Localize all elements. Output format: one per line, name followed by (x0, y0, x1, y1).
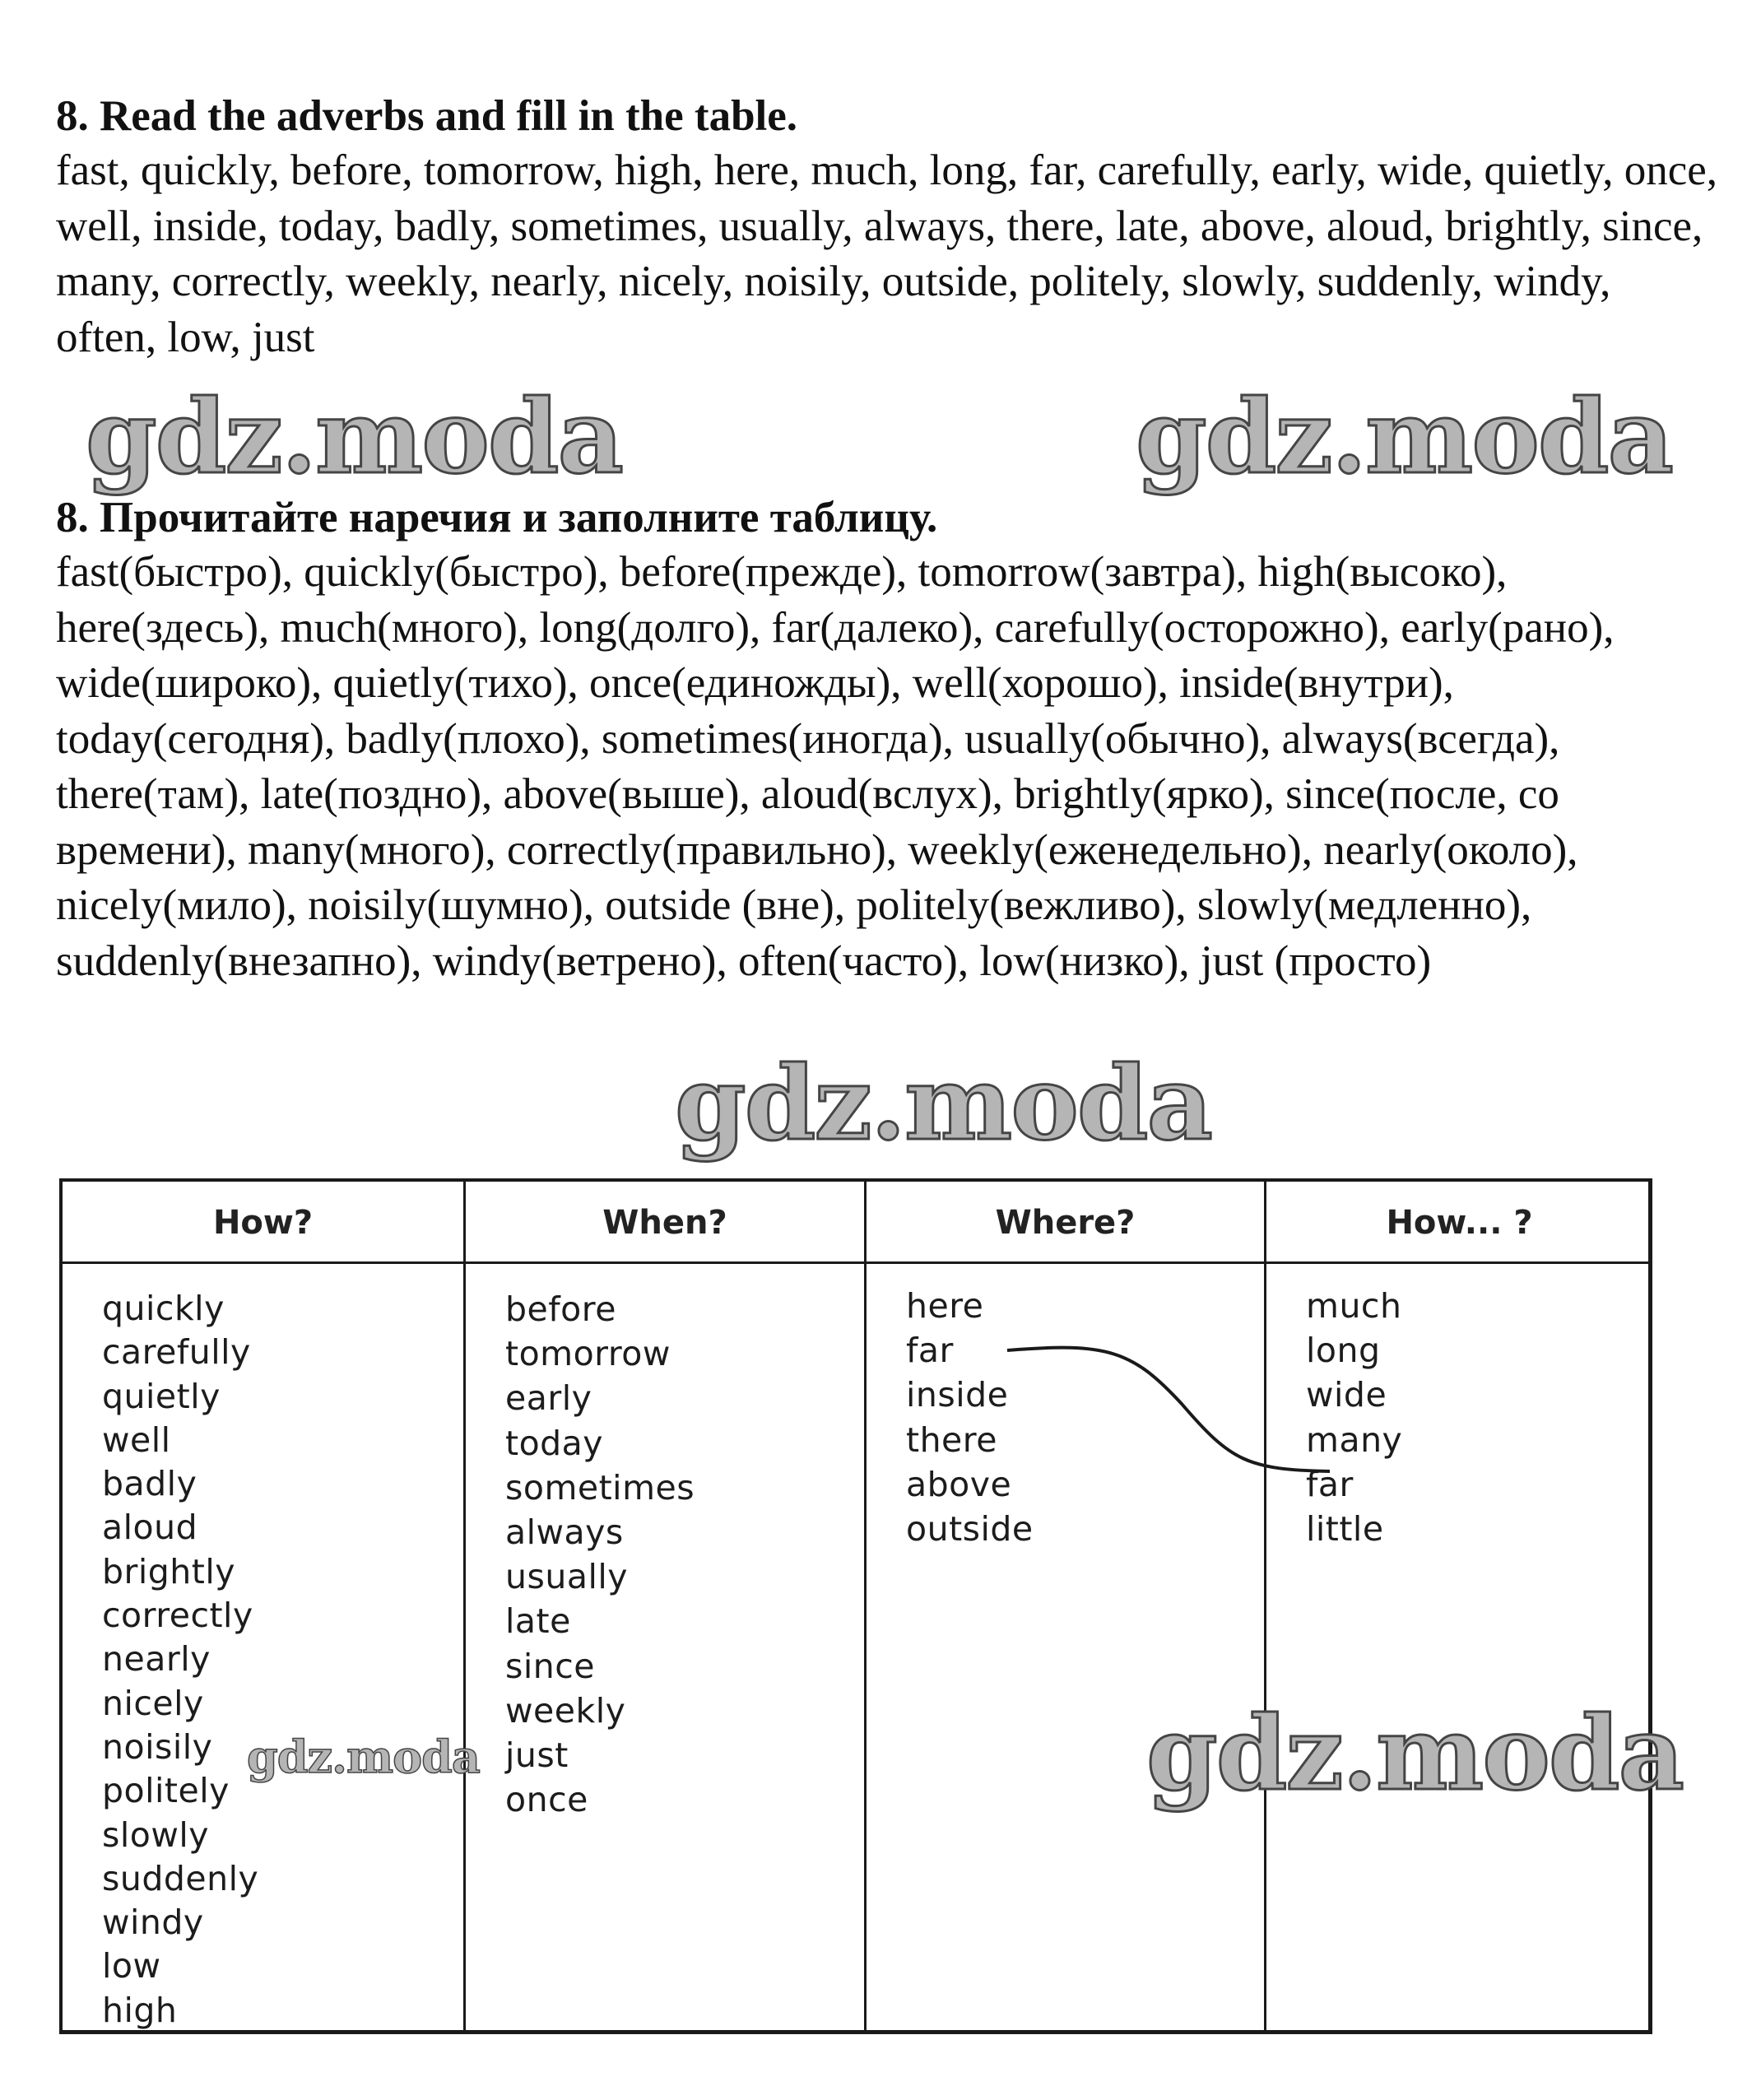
english-adverb-list: fast, quickly, before, tomorrow, high, here, much, long, far, carefully, early, wide, quietly, once, well, inside, today, badly, sometimes, usually, always, there, late, above, aloud, brightly, since, many, correctly, weekly, nearly, nicely, noisily, outside, politely, slowly, suddenly, windy, often, low, just (56, 146, 1718, 361)
table-cell-item: just (505, 1735, 569, 1776)
table-cell-item: low (102, 1946, 161, 1986)
watermark: gdz.moda (1136, 378, 1672, 497)
column-how (63, 1182, 463, 2030)
table-cell-item: outside (906, 1509, 1034, 1549)
table-cell-item: correctly (102, 1596, 253, 1636)
adverb-table (59, 1178, 1652, 2034)
table-cell-item: today (505, 1423, 604, 1463)
table-cell-item: above (906, 1464, 1012, 1504)
table-cell-item: once (505, 1780, 588, 1820)
table-cell-item: long (1306, 1331, 1381, 1371)
table-cell-item: sometimes (505, 1467, 695, 1508)
table-cell-item: inside (906, 1375, 1009, 1415)
table-cell-item: noisily (102, 1726, 213, 1767)
table-cell-item: quietly (102, 1376, 221, 1416)
column-how-much (1264, 1182, 1652, 2030)
table-cell-item: wide (1306, 1375, 1387, 1415)
table-cell-item: windy (102, 1903, 204, 1943)
table-cell-item: there (906, 1419, 997, 1460)
column-header-how-much: How... ? (1266, 1182, 1652, 1264)
watermark: gdz.moda (675, 1044, 1211, 1164)
column-list-how-much (1266, 1264, 1652, 1551)
column-list-when (466, 1264, 864, 1822)
column-when (463, 1182, 864, 2030)
table-cell-item: high (102, 1990, 178, 2030)
column-header-how: How? (63, 1182, 463, 1264)
table-cell-item: much (1306, 1286, 1402, 1326)
russian-exercise-title: 8. Прочитайте наречия и заполните таблицу. (56, 494, 938, 541)
table-cell-item: badly (102, 1464, 197, 1504)
table-cell-item: early (505, 1378, 592, 1419)
table-cell-item: brightly (102, 1551, 236, 1591)
table-cell-item: weekly (505, 1690, 626, 1731)
english-exercise (56, 89, 1718, 365)
english-exercise-title: 8. Read the adverbs and fill in the table. (56, 92, 798, 140)
table-cell-item: quickly (102, 1289, 225, 1328)
table-cell-item: far (906, 1331, 954, 1371)
table-cell-item: aloud (102, 1508, 198, 1548)
watermark: gdz.moda (86, 378, 622, 497)
russian-adverb-translations: fast(быстро), quickly(быстро), before(прежде), tomorrow(завтра), high(высоко), here(здесь), much(много), long(долго), far(далеко), carefully(осторожно), early(рано), wide(широко), quietly(тихо), once(единожды), well(хорошо), inside(внутри), today(сегодня), badly(плохо), sometimes(иногда), usually(обычно), always(всегда), there(там), late(поздно), above(выше), aloud(вслух), brightly(ярко), since(после, со времени), many(много), correctly(правильно), weekly(еженедельно), nearly(около), nicely(мило), noisily(шумно), outside (вне), politely(вежливо), slowly(медленно), suddenly(внезапно), windy(ветрено), often(часто), low(низко), just (просто) (56, 548, 1615, 985)
column-header-when: When? (466, 1182, 864, 1264)
table-cell-item: far (1306, 1464, 1354, 1504)
watermark: gdz.moda (1146, 1694, 1683, 1814)
table-cell-item: before (505, 1289, 616, 1329)
table-cell-item: nicely (102, 1683, 204, 1723)
column-where (864, 1182, 1264, 2030)
table-cell-item: here (906, 1286, 984, 1326)
table-cell-item: carefully (102, 1332, 251, 1373)
table-cell-item: many (1306, 1419, 1403, 1460)
table-cell-item: late (505, 1601, 571, 1642)
table-cell-item: well (102, 1419, 171, 1460)
table-cell-item: tomorrow (505, 1334, 671, 1374)
table-cell-item: little (1306, 1509, 1384, 1549)
column-list-how (63, 1264, 463, 2033)
column-header-where: Where? (867, 1182, 1264, 1264)
table-cell-item: nearly (102, 1639, 211, 1680)
table-cell-item: since (505, 1646, 596, 1686)
russian-exercise (56, 490, 1718, 989)
table-cell-item: usually (505, 1557, 629, 1597)
watermark: gdz.moda (247, 1731, 480, 1783)
table-cell-item: suddenly (102, 1858, 259, 1898)
table-cell-item: always (505, 1512, 624, 1553)
table-cell-item: politely (102, 1771, 230, 1811)
table-cell-item: slowly (102, 1814, 210, 1855)
column-list-where (867, 1264, 1264, 1551)
